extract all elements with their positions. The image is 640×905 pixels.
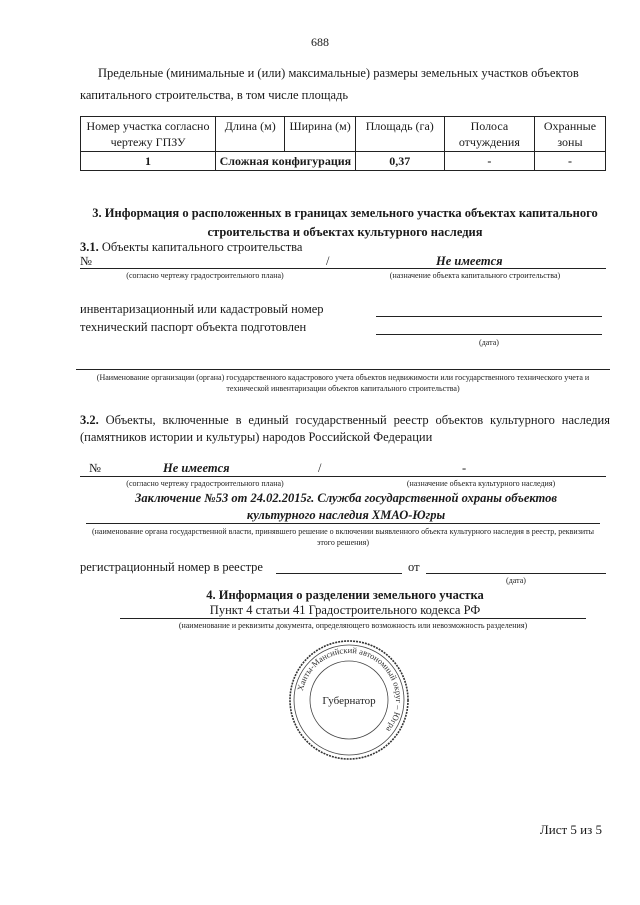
org-line (76, 369, 610, 370)
section4-line (120, 618, 586, 619)
cell-area: 0,37 (355, 152, 444, 171)
registry-number-label: регистрационный номер в реестре (80, 560, 263, 574)
from-label: от (408, 560, 420, 574)
caption-date: (дата) (479, 338, 499, 347)
seal-center-text: Губернатор (322, 695, 376, 707)
no-sign: № (89, 461, 101, 475)
caption-date: (дата) (506, 576, 526, 585)
cell-protection-zones: - (534, 152, 605, 171)
header-cell: Полоса отчуждения (444, 117, 534, 152)
header-cell: Охранные зоны (534, 117, 605, 152)
s31-number: 3.1. (80, 240, 99, 254)
slash-separator: / (326, 254, 330, 268)
registry-date-line (426, 573, 606, 574)
parameters-table (80, 116, 606, 171)
cell-plot-number: 1 (81, 152, 216, 171)
s32-number: 3.2. (80, 413, 99, 427)
divider-line (80, 476, 606, 477)
table-header-row (81, 117, 606, 152)
conclusion-text: Заключение №53 от 24.02.2015г. Служба государственной охраны объектов культурного наследия ХМАО-Югры (135, 491, 557, 522)
s31-heading (80, 240, 302, 255)
cell-exclusion-strip: - (444, 152, 534, 171)
s31-not-exists: Не имеется (436, 254, 503, 268)
inventory-label: инвентаризационный или кадастровый номер (80, 302, 324, 316)
divider-line (80, 268, 606, 269)
s32-not-exists: Не имеется (163, 461, 230, 475)
sheet-number: Лист 5 из 5 (539, 822, 602, 837)
header-cell: Площадь (га) (355, 117, 444, 152)
seal-ring-text: Ханты-Мансийский автономный округ – Югра (294, 644, 405, 735)
table-row (81, 152, 606, 171)
section3-title: 3. Информация о расположенных в границах земельного участка объектах капитального строительства и объектах культурного наследия (92, 206, 598, 239)
s32-title: Объекты, включенные в единый государственный реестр объектов культурного наследия (памятников истории и культуры) народов Российской Федерации (80, 413, 610, 444)
caption-purpose: (назначение объекта культурного наследия) (406, 479, 556, 488)
page-number: 688 (311, 35, 329, 49)
caption-drawing: (согласно чертежу градостроительного плана) (126, 271, 284, 280)
s32-heading (80, 412, 610, 446)
header-cell: Номер участка согласно чертежу ГПЗУ (81, 117, 216, 152)
caption-purpose: (назначение объекта капитального строительства) (389, 271, 561, 280)
intro-paragraph: Предельные (минимальные и (или) максимальные) размеры земельных участков объектов капитального строительства, в том числе площадь (80, 66, 579, 102)
caption-organization: (Наименование организации (органа) государственного кадастрового учета объектов недвижимости или государственного технического учета и технической инвентаризации объектов капитального строительства) (96, 373, 590, 393)
header-cell: Длина (м) (216, 117, 285, 152)
slash-separator: / (318, 461, 322, 475)
caption-drawing: (согласно чертежу градостроительного плана) (126, 479, 284, 488)
passport-label: технический паспорт объекта подготовлен (80, 320, 307, 334)
inventory-line (376, 316, 602, 317)
section4-title: 4. Информация о разделении земельного участка (206, 588, 484, 602)
section4-value: Пункт 4 статьи 41 Градостроительного кодекса РФ (209, 603, 481, 617)
official-seal (287, 638, 411, 762)
caption-authority: (наименование органа государственной власти, принявшего решение о включении выявленного объекта культурного наследия в реестр, реквизиты этого решения) (91, 527, 594, 547)
section4-caption: (наименование и реквизиты документа, определяющего возможность или невозможность разделения) (178, 621, 528, 630)
authority-line (86, 523, 600, 524)
passport-date-line (376, 334, 602, 335)
registry-number-line (276, 573, 402, 574)
cell-dimensions: Сложная конфигурация (216, 152, 356, 171)
no-sign: № (80, 254, 92, 268)
dash-value: - (462, 461, 467, 475)
s31-title: Объекты капитального строительства (101, 240, 303, 254)
header-cell: Ширина (м) (285, 117, 355, 152)
